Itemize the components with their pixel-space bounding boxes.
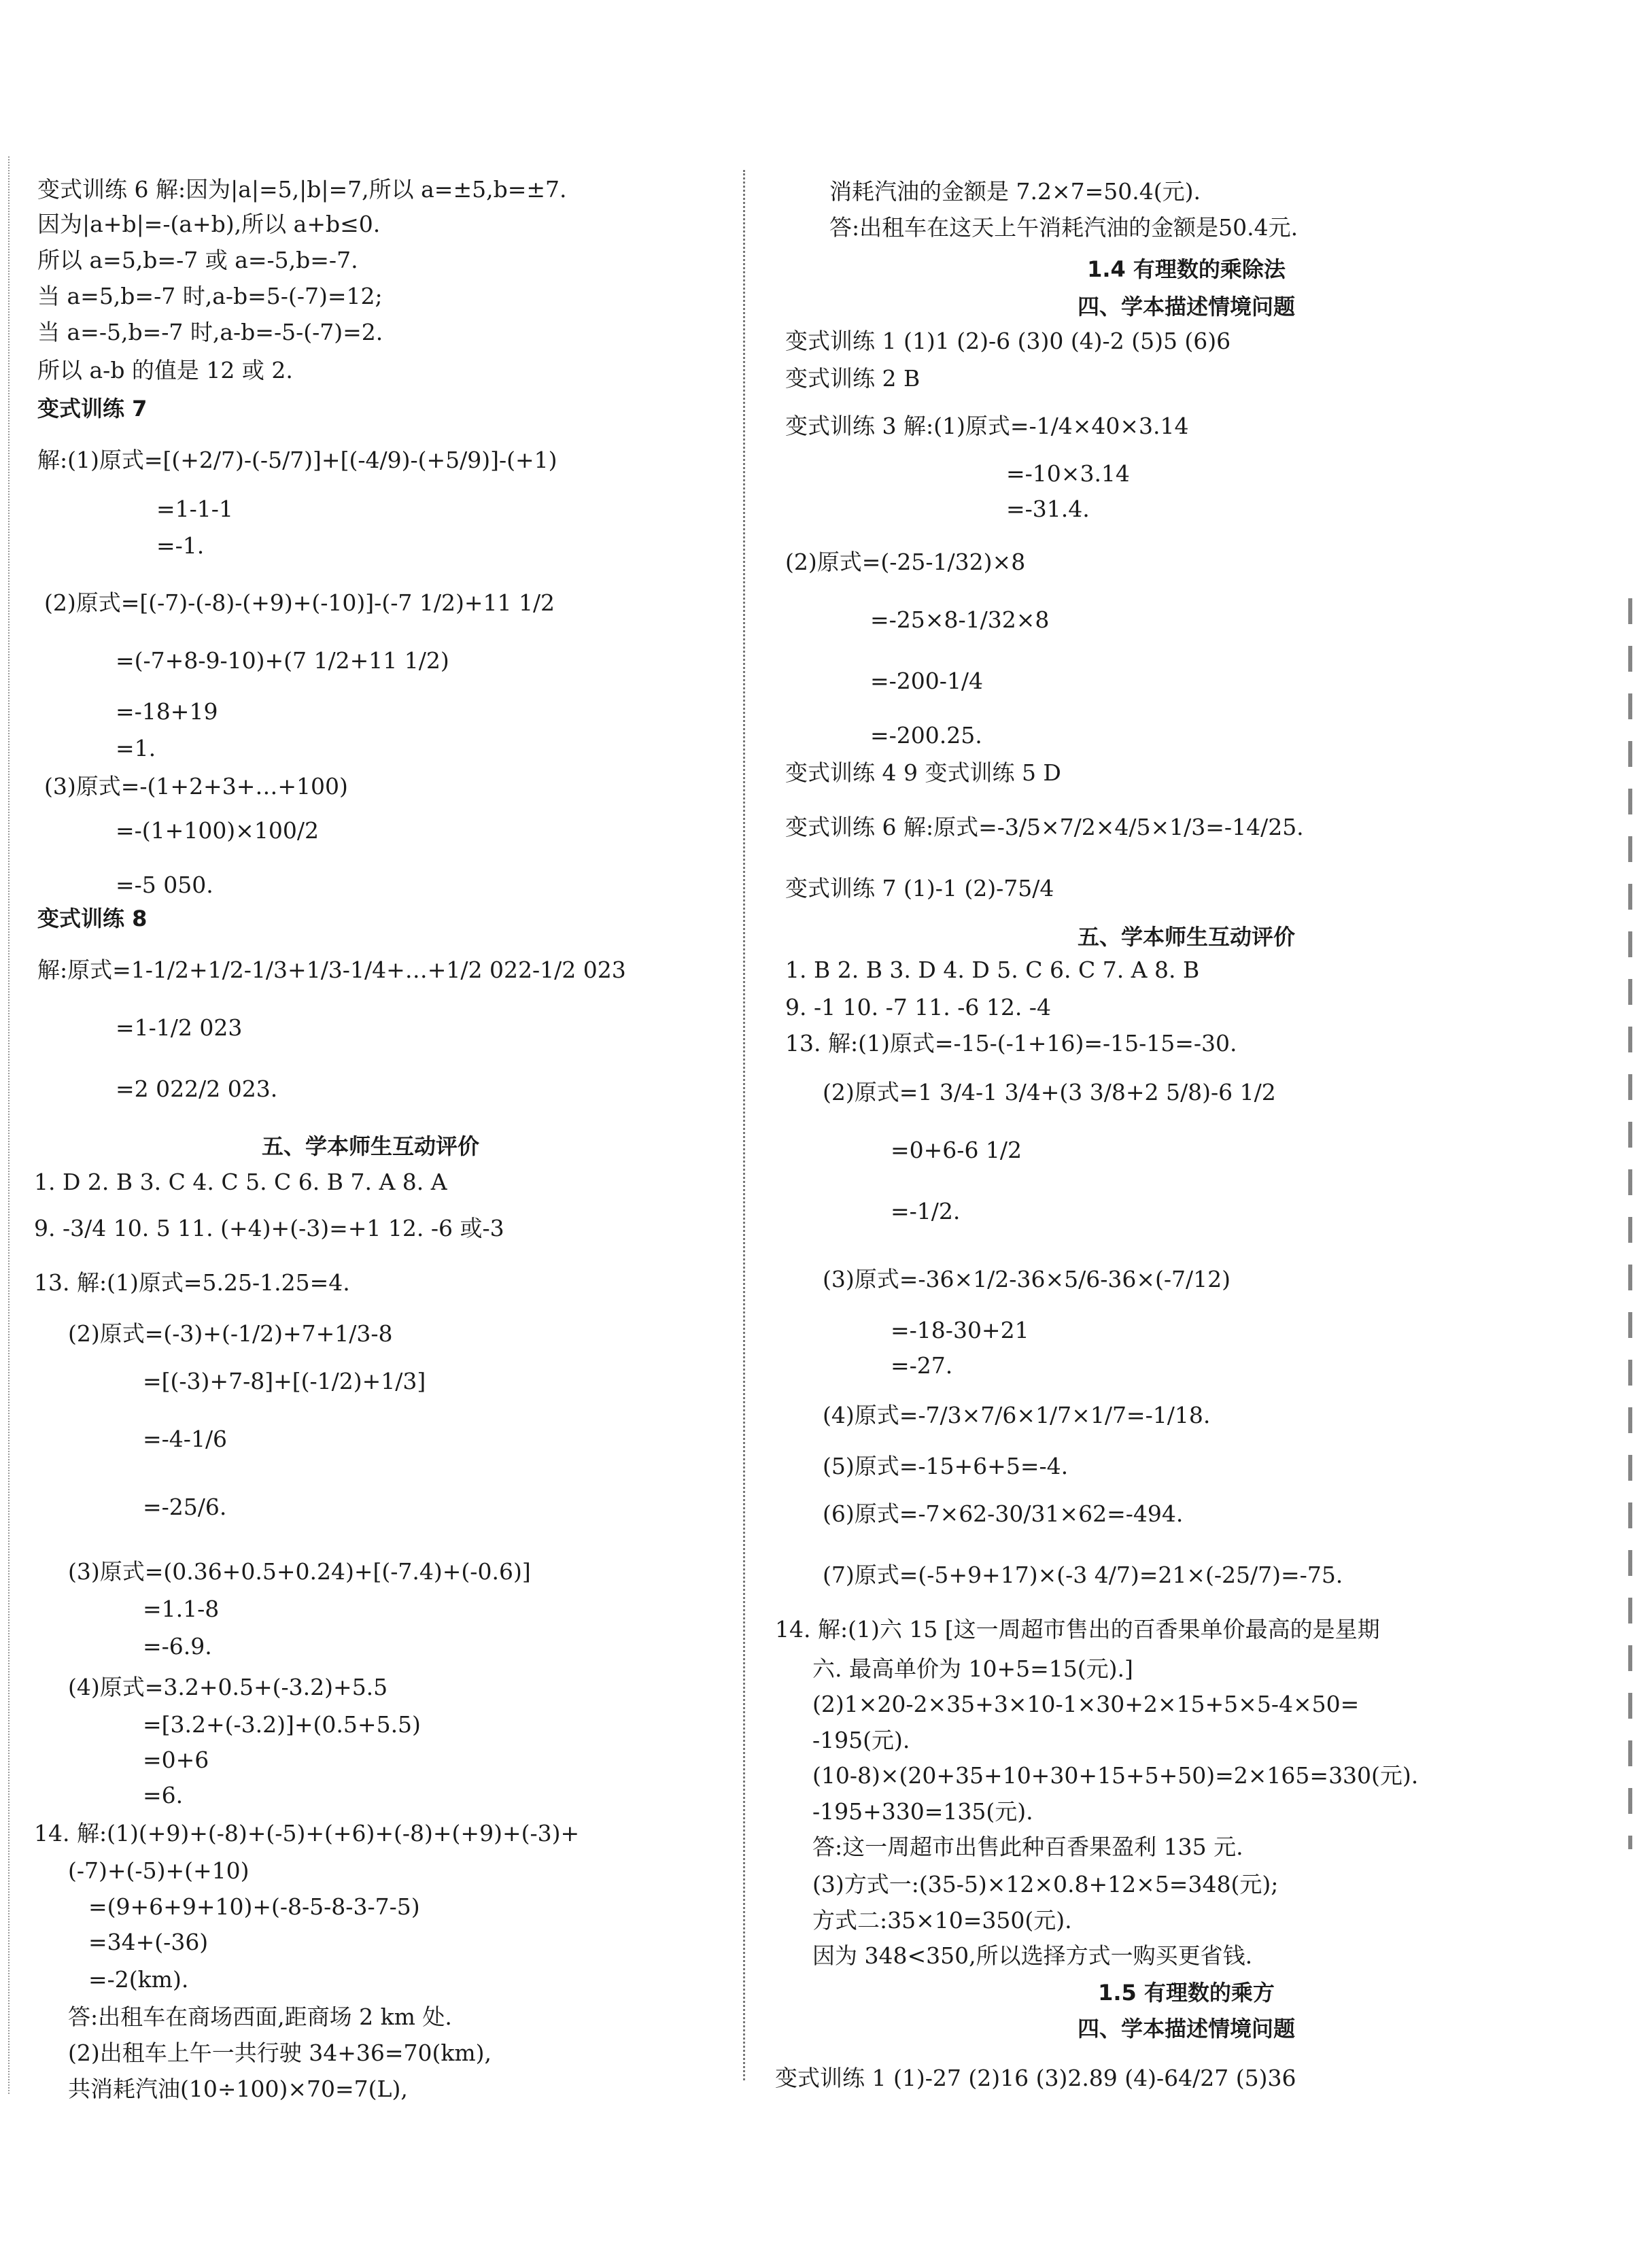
text-line: =-5 050. <box>116 872 213 898</box>
text-line: =1-1/2 023 <box>116 1014 243 1041</box>
text-line: 因为|a+b|=-(a+b),所以 a+b≤0. <box>37 211 381 237</box>
text-line: (-7)+(-5)+(+10) <box>68 1857 249 1884</box>
text-line: =-10×3.14 <box>1006 460 1130 487</box>
text-line: =0+6 <box>143 1747 209 1773</box>
text-line: =2 022/2 023. <box>116 1076 278 1102</box>
text-line: (7)原式=(-5+9+17)×(-3 4/7)=21×(-25/7)=-75. <box>823 1562 1343 1588</box>
text-line: =0+6-6 1/2 <box>891 1137 1022 1163</box>
text-line: =-6.9. <box>143 1633 212 1660</box>
text-line: 变式训练 1 (1)-27 (2)16 (3)2.89 (4)-64/27 (5)36 <box>775 2065 1296 2091</box>
text-line: (3)原式=-(1+2+3+…+100) <box>44 773 348 800</box>
text-line: 解:原式=1-1/2+1/2-1/3+1/3-1/4+…+1/2 022-1/2 023 <box>37 957 626 983</box>
text-line: (3)原式=(0.36+0.5+0.24)+[(-7.4)+(-0.6)] <box>68 1558 531 1585</box>
section-heading: 1.5 有理数的乘方 <box>1098 1980 1275 2006</box>
text-line: 1. D 2. B 3. C 4. C 5. C 6. B 7. A 8. A <box>34 1169 447 1195</box>
text-line: =-18+19 <box>116 698 218 725</box>
text-line: (5)原式=-15+6+5=-4. <box>823 1453 1069 1479</box>
text-line: 所以 a-b 的值是 12 或 2. <box>37 357 293 383</box>
text-line: 共消耗汽油(10÷100)×70=7(L), <box>68 2076 408 2102</box>
text-line: =1-1-1 <box>156 496 233 522</box>
text-line: 14. 解:(1)六 15 [这一周超市售出的百香果单价最高的是星期 <box>775 1616 1380 1643</box>
text-line: (2)原式=(-25-1/32)×8 <box>785 549 1026 575</box>
section-heading: 四、学本描述情境问题 <box>1077 294 1295 320</box>
text-line: =[3.2+(-3.2)]+(0.5+5.5) <box>143 1711 421 1738</box>
text-line: 变式训练 2 B <box>785 365 920 392</box>
text-line: =(-7+8-9-10)+(7 1/2+11 1/2) <box>116 647 449 674</box>
text-line: 变式训练 7 (1)-1 (2)-75/4 <box>785 875 1054 901</box>
text-line: =-27. <box>891 1352 953 1379</box>
text-line: 变式训练 6 解:原式=-3/5×7/2×4/5×1/3=-14/25. <box>785 814 1304 840</box>
margin-rule <box>8 156 10 2094</box>
text-line: 变式训练 1 (1)1 (2)-6 (3)0 (4)-2 (5)5 (6)6 <box>785 328 1231 354</box>
text-line: =-2(km). <box>88 1966 189 1993</box>
text-line: 所以 a=5,b=-7 或 a=-5,b=-7. <box>37 247 358 273</box>
text-line: (2)原式=(-3)+(-1/2)+7+1/3-8 <box>68 1320 393 1347</box>
text-line: -195+330=135(元). <box>812 1798 1033 1825</box>
text-line: 9. -3/4 10. 5 11. (+4)+(-3)=+1 12. -6 或-3 <box>34 1215 504 1241</box>
section-heading: 五、学本师生互动评价 <box>261 1133 479 1159</box>
text-line: =6. <box>143 1782 184 1808</box>
text-line: (6)原式=-7×62-30/31×62=-494. <box>823 1500 1184 1527</box>
text-line: 方式二:35×10=350(元). <box>812 1907 1072 1934</box>
binding-edge <box>1628 598 1632 1849</box>
text-line: =-31.4. <box>1006 496 1090 522</box>
text-line: =-18-30+21 <box>891 1317 1029 1343</box>
text-line: 答:出租车在商场西面,距商场 2 km 处. <box>68 2004 452 2030</box>
text-line: =[(-3)+7-8]+[(-1/2)+1/3] <box>143 1368 426 1394</box>
text-line: (3)原式=-36×1/2-36×5/6-36×(-7/12) <box>823 1266 1231 1292</box>
text-line: =-25×8-1/32×8 <box>870 606 1050 633</box>
text-line: (2)原式=[(-7)-(-8)-(+9)+(-10)]-(-7 1/2)+11 1/2 <box>44 589 555 616</box>
text-line: =1.1-8 <box>143 1596 220 1622</box>
text-line: 六. 最高单价为 10+5=15(元).] <box>812 1655 1133 1682</box>
text-line: 1. B 2. B 3. D 4. D 5. C 6. C 7. A 8. B <box>785 957 1200 983</box>
text-line: =34+(-36) <box>88 1929 209 1955</box>
text-line: 消耗汽油的金额是 7.2×7=50.4(元). <box>829 178 1201 205</box>
text-line: (2)原式=1 3/4-1 3/4+(3 3/8+2 5/8)-6 1/2 <box>823 1079 1276 1105</box>
text-line: =-(1+100)×100/2 <box>116 817 319 844</box>
text-line: =(9+6+9+10)+(-8-5-8-3-7-5) <box>88 1893 420 1920</box>
column-divider <box>743 170 745 2080</box>
text-line: 答:出租车在这天上午消耗汽油的金额是50.4元. <box>829 214 1298 241</box>
text-line: 9. -1 10. -7 11. -6 12. -4 <box>785 994 1051 1020</box>
text-line: =-200.25. <box>870 722 982 749</box>
text-line: =-1/2. <box>891 1198 961 1224</box>
text-line: (2)出租车上午一共行驶 34+36=70(km), <box>68 2040 492 2066</box>
text-line: =-200-1/4 <box>870 668 984 694</box>
text-line: (10-8)×(20+35+10+30+15+5+50)=2×165=330(元). <box>812 1762 1419 1789</box>
section-heading: 1.4 有理数的乘除法 <box>1087 256 1286 282</box>
text-line: =-4-1/6 <box>143 1426 228 1452</box>
text-line: 变式训练 3 解:(1)原式=-1/4×40×3.14 <box>785 413 1189 439</box>
text-line: (4)原式=3.2+0.5+(-3.2)+5.5 <box>68 1674 388 1700</box>
section-heading: 四、学本描述情境问题 <box>1077 2016 1295 2042</box>
text-line: 因为 348<350,所以选择方式一购买更省钱. <box>812 1942 1253 1969</box>
text-line: (3)方式一:(35-5)×12×0.8+12×5=348(元); <box>812 1871 1279 1897</box>
text-line: 答:这一周超市出售此种百香果盈利 135 元. <box>812 1834 1243 1860</box>
text-line: 13. 解:(1)原式=5.25-1.25=4. <box>34 1269 350 1296</box>
text-line: 变式训练 4 9 变式训练 5 D <box>785 759 1061 786</box>
text-line: 当 a=5,b=-7 时,a-b=5-(-7)=12; <box>37 283 383 309</box>
text-line: =-25/6. <box>143 1494 227 1520</box>
text-line: 变式训练 6 解:因为|a|=5,|b|=7,所以 a=±5,b=±7. <box>37 176 567 203</box>
text-line: 14. 解:(1)(+9)+(-8)+(-5)+(+6)+(-8)+(+9)+(-3)+ <box>34 1820 580 1846</box>
text-line: =1. <box>116 735 156 761</box>
text-line: (4)原式=-7/3×7/6×1/7×1/7=-1/18. <box>823 1402 1211 1428</box>
text-line: 13. 解:(1)原式=-15-(-1+16)=-15-15=-30. <box>785 1030 1237 1056</box>
section-heading: 五、学本师生互动评价 <box>1077 924 1295 950</box>
text-line: =-1. <box>156 532 205 559</box>
text-line: 当 a=-5,b=-7 时,a-b=-5-(-7)=2. <box>37 319 383 345</box>
text-line: (2)1×20-2×35+3×10-1×30+2×15+5×5-4×50= <box>812 1691 1360 1717</box>
exercise-heading: 变式训练 7 <box>37 396 148 422</box>
text-line: 解:(1)原式=[(+2/7)-(-5/7)]+[(-4/9)-(+5/9)]-(+1) <box>37 447 557 473</box>
text-line: -195(元). <box>812 1727 910 1753</box>
exercise-heading: 变式训练 8 <box>37 906 148 931</box>
